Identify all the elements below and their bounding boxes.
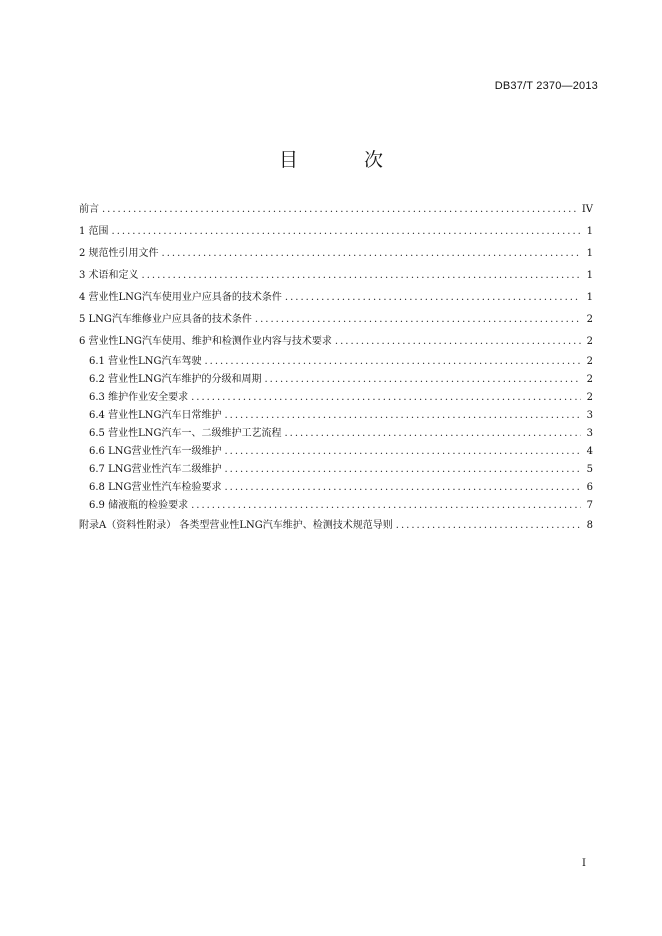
toc-entry-label: 2 规范性引用文件 <box>79 248 159 259</box>
page-title: 目 次 <box>278 149 414 171</box>
toc-entry-label: 6.5 营业性LNG汽车一、二级维护工艺流程 <box>89 428 282 439</box>
dot-leader <box>191 392 581 403</box>
toc-entry-section-5[interactable] <box>79 310 593 325</box>
toc-entry-page: 1 <box>586 226 593 237</box>
toc-entry-label: 6.9 储液瓶的检验要求 <box>89 500 189 511</box>
dot-leader <box>102 204 578 215</box>
toc-entry-label: 6 营业性LNG汽车使用、维护和检测作业内容与技术要求 <box>79 336 332 347</box>
toc-entry-page: 3 <box>586 428 593 439</box>
toc-entry-page: 4 <box>586 446 593 457</box>
toc-entry-scope[interactable] <box>79 222 593 237</box>
toc-entry-label: 6.7 LNG营业性汽车二级维护 <box>89 464 222 475</box>
toc-entry-label: 3 术语和定义 <box>79 270 139 281</box>
toc-entry-6-4[interactable] <box>89 406 593 421</box>
toc-entry-6-9[interactable] <box>89 496 593 511</box>
dot-leader <box>335 336 581 347</box>
toc-entry-label: 6.4 营业性LNG汽车日常维护 <box>89 410 222 421</box>
toc-entry-label: 6.1 营业性LNG汽车驾驶 <box>89 356 202 367</box>
document-code: DB37/T 2370—2013 <box>494 80 598 92</box>
dot-leader <box>264 374 581 385</box>
toc-entry-label: 6.3 维护作业安全要求 <box>89 392 189 403</box>
dot-leader <box>285 292 581 303</box>
dot-leader <box>224 482 581 493</box>
toc-entry-appendix-a[interactable] <box>79 516 593 531</box>
toc-entry-label: 5 LNG汽车维修业户应具备的技术条件 <box>79 314 252 325</box>
toc-entry-label: 前言 <box>79 204 99 215</box>
dot-leader <box>255 314 581 325</box>
toc-entry-page: 1 <box>586 292 593 303</box>
toc-entry-page: 1 <box>586 270 593 281</box>
dot-leader <box>224 410 581 421</box>
toc-entry-6-2[interactable] <box>89 370 593 385</box>
toc-entry-label: 1 范围 <box>79 226 109 237</box>
toc-entry-6-7[interactable] <box>89 460 593 475</box>
toc-entry-6-3[interactable] <box>89 388 593 403</box>
dot-leader <box>284 428 581 439</box>
toc-entry-label: 附录A（资料性附录） 各类型营业性LNG汽车维护、检测技术规范导则 <box>79 520 393 531</box>
toc-entry-page: 3 <box>586 410 593 421</box>
dot-leader <box>142 270 581 281</box>
toc-entry-6-1[interactable] <box>89 352 593 367</box>
dot-leader <box>224 446 581 457</box>
toc-entry-label: 6.8 LNG营业性汽车检验要求 <box>89 482 222 493</box>
toc-entry-foreword[interactable] <box>79 200 593 215</box>
toc-entry-page: 6 <box>586 482 593 493</box>
toc-entry-label: 6.6 LNG营业性汽车一级维护 <box>89 446 222 457</box>
toc-entry-page: IV <box>581 204 593 215</box>
dot-leader <box>112 226 581 237</box>
dot-leader <box>204 356 581 367</box>
toc-entry-label: 4 营业性LNG汽车使用业户应具备的技术条件 <box>79 292 282 303</box>
toc-entry-label: 6.2 营业性LNG汽车维护的分级和周期 <box>89 374 262 385</box>
dot-leader <box>224 464 581 475</box>
page-number: I <box>582 858 586 869</box>
toc-entry-6-6[interactable] <box>89 442 593 457</box>
toc-entry-page: 5 <box>586 464 593 475</box>
toc-entry-page: 2 <box>586 314 593 325</box>
dot-leader <box>162 248 581 259</box>
toc-entry-page: 2 <box>586 356 593 367</box>
toc-entry-normative-references[interactable] <box>79 244 593 259</box>
toc-entry-6-8[interactable] <box>89 478 593 493</box>
toc-entry-section-6[interactable] <box>79 332 593 347</box>
dot-leader <box>191 500 581 511</box>
toc-entry-page: 7 <box>586 500 593 511</box>
toc-entry-page: 8 <box>586 520 593 531</box>
toc-entry-page: 2 <box>586 374 593 385</box>
toc-entry-page: 2 <box>586 392 593 403</box>
toc-entry-page: 2 <box>586 336 593 347</box>
dot-leader <box>396 520 581 531</box>
toc-entry-terms-definitions[interactable] <box>79 266 593 281</box>
toc-entry-section-4[interactable] <box>79 288 593 303</box>
toc-entry-page: 1 <box>586 248 593 259</box>
toc-entry-6-5[interactable] <box>89 424 593 439</box>
